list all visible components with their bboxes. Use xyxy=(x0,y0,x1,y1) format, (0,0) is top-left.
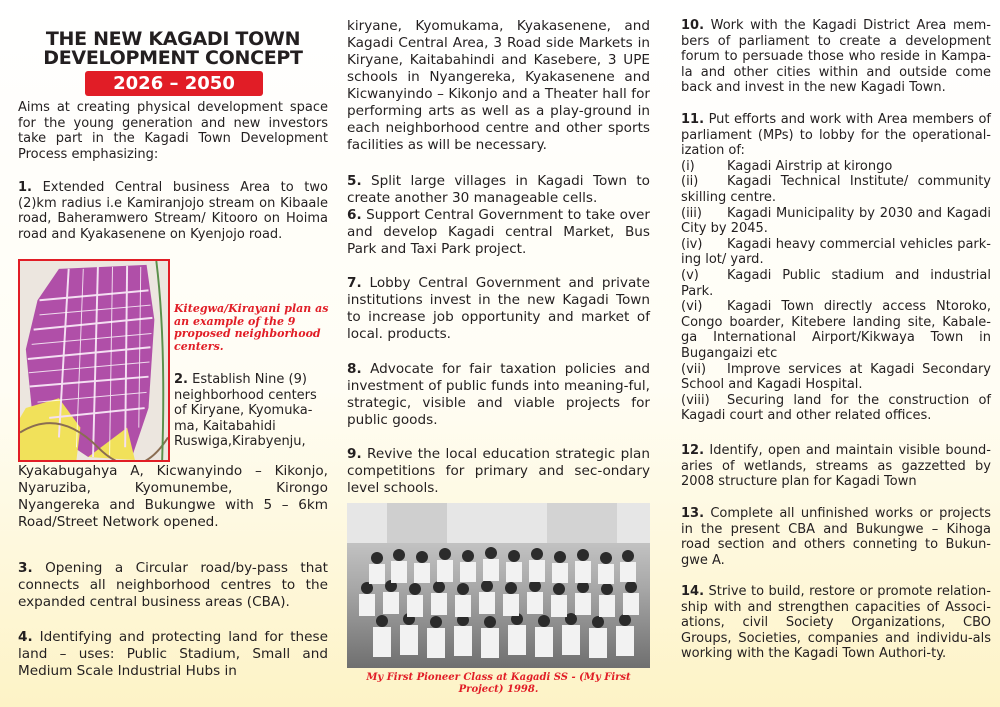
item-11-sub-8: (viii) Securing land for the construction of Kagadi court and other related offices. xyxy=(681,392,991,424)
item-2-continued: Kyakabugahya A, Kicwanyindo – Kikonjo, Nyaruziba, Kyomunembe, Kirongo Nyangereka and Bukungwe with 5 – 6km Road/Street Network opened. xyxy=(18,463,328,530)
item-1: 1. Extended Central business Area to two (2)km radius i.e Kamiranjojo stream on Kibaale road, Baheramwero Stream/ Kitooro on Hoima road and Kyakasenene on Kyenjojo road. xyxy=(18,180,328,242)
item-5: 5. Split large villages in Kagadi Town to create another 30 manageable cells. xyxy=(347,173,651,206)
item-13: 13. Complete all unfinished works or projects in the present CBA and Bukungwe – Kihoga road section and others conneting to Bukun-gwe A. xyxy=(681,506,991,568)
item-7: 7. Lobby Central Government and private institutions invest in the new Kagadi Town to increase job opportunity and market of local. products. xyxy=(347,275,650,342)
item-10: 10. Work with the Kagadi District Area mem-bers of parliament to create a development forum to persuade those who reside in Kampa-la and other cities within and outside come back and invest in the new Kagadi Town. xyxy=(681,18,991,96)
item-11-sub-3: (iii) Kagadi Municipality by 2030 and Kagadi City by 2045. xyxy=(681,205,991,237)
map-caption: Kitegwa/Kirayani plan as an example of the 9 proposed neighborhood centers. xyxy=(174,302,329,353)
intro-paragraph: Aims at creating physical development space for the young generation and new investors take part in the Kagadi Town Development Process emphasizing: xyxy=(18,100,328,162)
item-11-sub-1: (i) Kagadi Airstrip at kirongo xyxy=(681,158,893,174)
item-11-sub-2: (ii) Kagadi Technical Institute/ community skilling centre. xyxy=(681,174,991,205)
item-11-sub-4: (iv) Kagadi heavy commercial vehicles park-ing lot/ yard. xyxy=(681,236,991,268)
column-2 xyxy=(347,0,650,707)
item-9: 9. Revive the local education strategic plan competitions for primary and sec-ondary level schools. xyxy=(347,446,650,496)
pioneer-class-photo xyxy=(347,503,650,668)
column-3 xyxy=(681,0,991,707)
item-6: 6. Support Central Government to take over and develop Kagadi central Market, Bus Park and Taxi Park project. xyxy=(347,207,650,257)
photo-caption: My First Pioneer Class at Kagadi SS - (My First Project) 1998. xyxy=(366,672,631,695)
item-11-sub-6: (vi) Kagadi Town directly access Ntoroko, Congo boarder, Kitebere landing site, Kabale-ga International Airport/Kikwaya Town in Bugangaizi etc xyxy=(681,299,991,361)
item-4: 4. Identifying and protecting land for these land – uses: Public Stadium, Small and Medium Scale Industrial Hubs in xyxy=(18,629,328,679)
item-11: 11. Put efforts and work with Area members of parliament (MPs) to lobby for the operational-ization of: (i) Kagadi Airstrip at kirongo (ii) Kagadi Technical Institute/ community skilling centre. (iii) Kagadi Municipality by 2030 and Kagadi City by 2045. (iv) Kagadi heavy commercial vehicles park-ing lot/ yard. (v) Kagadi Public stadium and industrial Park. (vi) Kagadi Town directly access Ntoroko, Congo boarder, Kitebere landing site, Kabale-ga International Airport/Kikwaya Town in Bugangaizi etc (vii) Improve services at Kagadi Secondary School and Kagadi Hospital. (viii) Securing land for the construction of Kagadi court and other related offices. xyxy=(681,112,991,424)
page-title: THE NEW KAGADI TOWN DEVELOPMENT CONCEPT xyxy=(43,28,303,69)
item-2: 2. Establish Nine (9) neighborhood centers of Kiryane, Kyomuka-ma, Kaitabahidi Ruswiga,Kirabyenju, xyxy=(174,372,317,450)
item-4-continued: kiryane, Kyomukama, Kyakasenene, and Kagadi Central Area, 3 Road side Markets in Kiryane, Kaitabahindi and Kasebere, 3 UPE schools in Nyangereka, Kyakasenene and Kicwanyindo – Kikonjo and a Theater hall for performing arts as well as a play-ground in each neighborhood centre and other sports facilities as will be necessary. xyxy=(347,18,650,153)
item-3: 3. Opening a Circular road/by-pass that connects all neighborhood centres to the expanded central business areas (CBA). xyxy=(18,560,328,610)
item-11-sub-5: (v) Kagadi Public stadium and industrial Park. xyxy=(681,267,991,299)
item-8: 8. Advocate for fair taxation policies and investment of public funds into meaning-ful, strategic, visible and viable projects for public goods. xyxy=(347,361,650,428)
neighborhood-plan-map xyxy=(18,259,170,462)
years-badge: 2026 – 2050 xyxy=(85,71,263,96)
item-11-sub-7: (vii) Improve services at Kagadi Secondary School and Kagadi Hospital. xyxy=(681,361,991,393)
column-1 xyxy=(18,0,328,707)
item-12: 12. Identify, open and maintain visible bound-aries of wetlands, streams as gazzetted by 2008 structure plan for Kagadi Town xyxy=(681,443,992,490)
map-image xyxy=(20,261,168,460)
group-photo-image xyxy=(347,503,650,668)
item-14: 14. Strive to build, restore or promote relation-ship with and strengthen capacities of Associ-ations, civil Society Organizations, CBO Groups, Societies, companies and individu-als working with the Kagadi Town Authori-ty. xyxy=(681,584,991,662)
